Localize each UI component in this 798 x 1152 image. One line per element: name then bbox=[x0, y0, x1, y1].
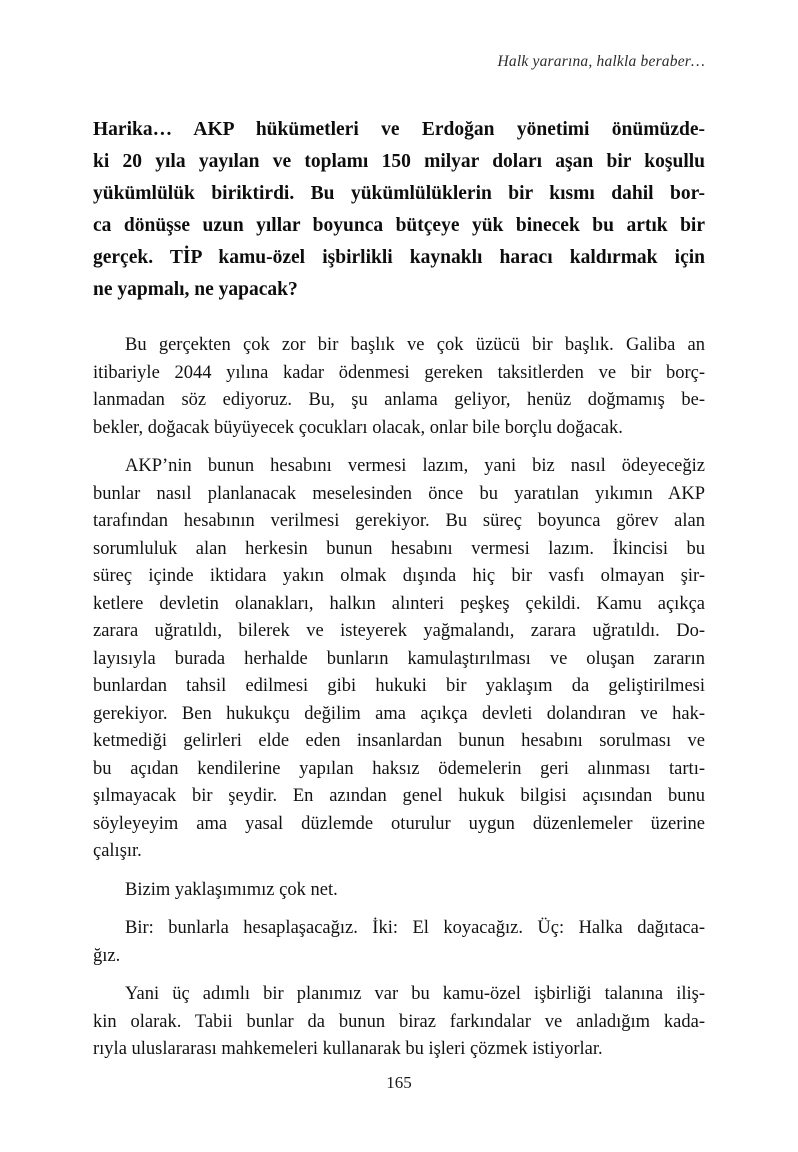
text-line: bu açıdan kendilerine yapılan haksız ödemelerin geri alınması tartı- bbox=[93, 758, 705, 779]
text-line: Bizim yaklaşımımız çok net. bbox=[125, 879, 338, 900]
text-line: gerekiyor. Ben hukukçu değilim ama açıkça devleti dolandıran ve hak- bbox=[93, 703, 705, 724]
paragraph bbox=[93, 453, 705, 866]
text-line: ne yapmalı, ne yapacak? bbox=[93, 279, 298, 300]
text-line: itibariyle 2044 yılına kadar ödenmesi gereken taksitlerden ve bir borç- bbox=[93, 362, 705, 383]
text-line: Harika… AKP hükümetleri ve Erdoğan yönetimi önümüzde- bbox=[93, 119, 705, 140]
paragraph bbox=[93, 114, 705, 306]
text-line: zarara uğratıldı, bilerek ve isteyerek yağmalandı, zarara uğratıldı. Do- bbox=[93, 621, 705, 641]
text-line: rıyla uluslararası mahkemeleri kullanarak bu işleri çözmek istiyorlar. bbox=[93, 1039, 603, 1059]
text-line: Yani üç adımlı bir planımız var bu kamu-özel işbirliği talanına iliş- bbox=[125, 984, 705, 1004]
text-line: tarafından hesabının verilmesi gerekiyor. Bu süreç boyunca görev alan bbox=[93, 511, 705, 531]
text-line: ca dönüşse uzun yıllar boyunca bütçeye yük binecek bu artık bir bbox=[93, 215, 705, 236]
text-line: sorumluluk alan herkesin bunun hesabını vermesi lazım. İkincisi bu bbox=[93, 538, 705, 559]
text-line: çalışır. bbox=[93, 841, 142, 861]
text-line: bekler, doğacak büyüyecek çocukları olacak, onlar bile borçlu doğacak. bbox=[93, 417, 623, 438]
paragraph bbox=[93, 981, 705, 1064]
paragraph bbox=[93, 877, 705, 905]
text-line: ketmediği gelirleri elde eden insanlardan bunun hesabını sorulması ve bbox=[93, 731, 705, 751]
text-line: bunlar nasıl planlanacak meselesinden önce bu yaratılan yıkımın AKP bbox=[93, 483, 705, 504]
page-number: 165 bbox=[386, 1072, 412, 1092]
text-line: ketlere devletin olanakları, halkın alınteri peşkeş çekildi. Kamu açıkça bbox=[93, 593, 705, 614]
text-line: söyleyeyim ama yasal düzlemde oturulur uygun düzenlemeler üzerine bbox=[93, 813, 705, 834]
running-header: Halk yararına, halkla beraber… bbox=[497, 53, 705, 70]
text-line: ğız. bbox=[93, 945, 121, 966]
text-line: bunlardan tahsil edilmesi gibi hukuki bir yaklaşım da geliştirilmesi bbox=[93, 676, 705, 696]
text-line: AKP’nin bunun hesabını vermesi lazım, yani biz nasıl ödeyeceğiz bbox=[125, 456, 705, 476]
text-line: gerçek. TİP kamu-özel işbirlikli kaynaklı haracı kaldırmak için bbox=[93, 247, 705, 268]
text-line: şılmayacak bir şeydir. En azından genel hukuk bilgisi açısından bunu bbox=[93, 786, 705, 806]
text-line: yükümlülük biriktirdi. Bu yükümlülüklerin bir kısmı dahil bor- bbox=[93, 183, 705, 204]
text-line: layısıyla burada herhalde bunların kamulaştırılması ve oluşan zararın bbox=[93, 648, 705, 669]
text-line: Bir: bunlarla hesaplaşacağız. İki: El koyacağız. Üç: Halka dağıtaca- bbox=[125, 918, 705, 938]
page-body bbox=[93, 114, 705, 1064]
text-line: Bu gerçekten çok zor bir başlık ve çok üzücü bir başlık. Galiba an bbox=[125, 335, 705, 355]
paragraph bbox=[93, 332, 705, 442]
text-line: ki 20 yıla yayılan ve toplamı 150 milyar doları aşan bir koşullu bbox=[93, 151, 705, 172]
text-line: lanmadan söz ediyoruz. Bu, şu anlama geliyor, henüz doğmamış be- bbox=[93, 390, 705, 410]
text-line: süreç içinde iktidara yakın olmak dışında hiç bir vasfı olmayan şir- bbox=[93, 566, 705, 586]
paragraph bbox=[93, 915, 705, 970]
text-line: kin olarak. Tabii bunlar da bunun biraz farkındalar ve anladığım kada- bbox=[93, 1011, 705, 1032]
